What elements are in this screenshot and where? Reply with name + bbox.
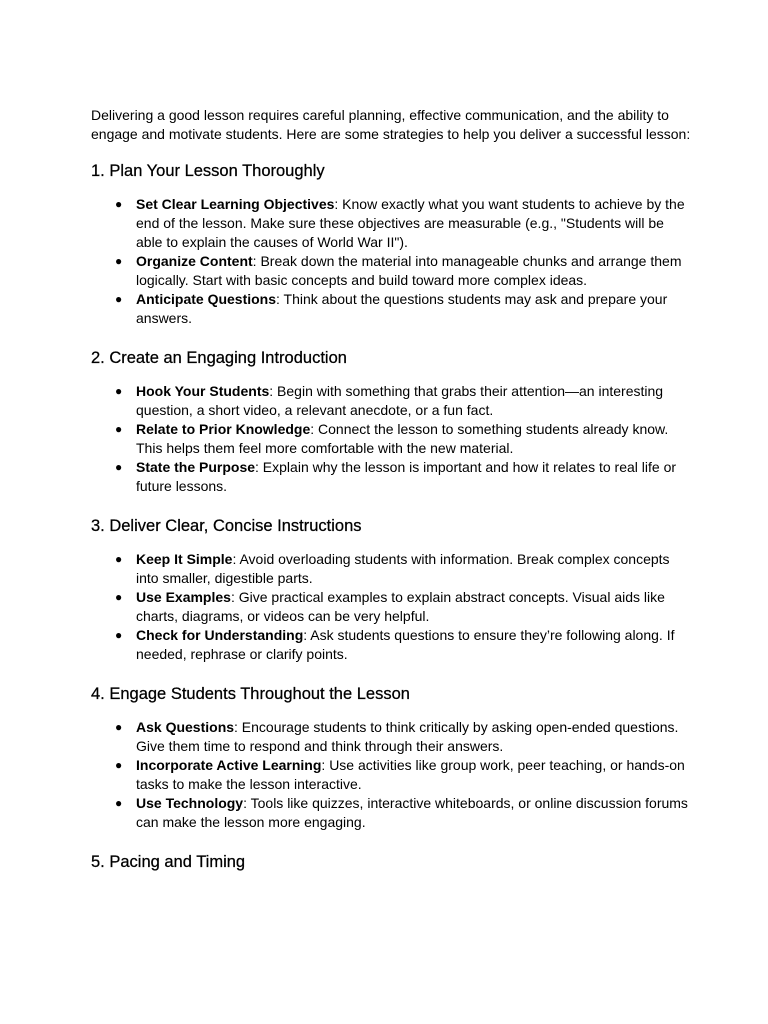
item-term: Use Examples — [136, 589, 231, 605]
intro-paragraph: Delivering a good lesson requires careful planning, effective communication, and the ability to engage and motivate students. Here are some strategies to help you deliver a successful lesson: — [91, 107, 691, 142]
item-text: : Explain why the lesson is important and how it relates to real life or future lessons. — [136, 459, 677, 494]
bullet-icon: ● — [115, 590, 123, 604]
list-item — [91, 290, 691, 328]
item-text: : Give practical examples to explain abstract concepts. Visual aids like charts, diagrams, or videos can be very helpful. — [136, 589, 665, 624]
item-term: Relate to Prior Knowledge — [136, 421, 311, 437]
bullet-icon: ● — [115, 292, 123, 306]
item-text: : Begin with something that grabs their attention—an interesting question, a short video, a relevant anecdote, or a fun fact. — [136, 383, 664, 418]
item-term: Anticipate Questions — [136, 291, 277, 307]
document-page — [91, 106, 691, 873]
list-item — [91, 420, 691, 458]
section-heading-2: 2. Create an Engaging Introduction — [91, 349, 347, 367]
item-text: : Ask students questions to ensure they’re following along. If needed, rephrase or clarify points. — [136, 627, 675, 662]
list-item — [91, 382, 691, 420]
list-item — [91, 458, 691, 496]
item-text: : Connect the lesson to something students already know. This helps them feel more comfortable with the new material. — [136, 421, 669, 456]
bullet-icon: ● — [115, 197, 123, 211]
list-item — [91, 756, 691, 794]
section-heading-5: 5. Pacing and Timing — [91, 853, 246, 871]
item-term: Organize Content — [136, 253, 253, 269]
list-item — [91, 252, 691, 290]
item-text: : Break down the material into manageable chunks and arrange them logically. Start with basic concepts and build toward more complex ideas. — [136, 253, 682, 288]
item-term: Use Technology — [136, 795, 244, 811]
bullet-icon: ● — [115, 796, 123, 810]
item-term: Check for Understanding — [136, 627, 304, 643]
list-item — [91, 794, 691, 832]
bullet-icon: ● — [115, 460, 123, 474]
item-text: : Tools like quizzes, interactive whiteboards, or online discussion forums can make the lesson more engaging. — [136, 795, 688, 830]
item-text: : Think about the questions students may ask and prepare your answers. — [136, 291, 668, 326]
list-item — [91, 550, 691, 588]
item-term: Keep It Simple — [136, 551, 233, 567]
bullet-icon: ● — [115, 422, 123, 436]
bullet-icon: ● — [115, 720, 123, 734]
item-term: Hook Your Students — [136, 383, 270, 399]
item-term: Incorporate Active Learning — [136, 757, 322, 773]
bullet-icon: ● — [115, 552, 123, 566]
bullet-icon: ● — [115, 254, 123, 268]
list-item — [91, 626, 691, 664]
bullet-icon: ● — [115, 628, 123, 642]
list-item — [91, 195, 691, 252]
section-heading-4: 4. Engage Students Throughout the Lesson — [91, 685, 410, 703]
bullet-icon: ● — [115, 758, 123, 772]
bullet-icon: ● — [115, 384, 123, 398]
bullet-list-4 — [91, 718, 691, 832]
item-term: State the Purpose — [136, 459, 256, 475]
item-text: : Avoid overloading students with information. Break complex concepts into smaller, digestible parts. — [136, 551, 670, 586]
list-item — [91, 718, 691, 756]
item-text: : Know exactly what you want students to achieve by the end of the lesson. Make sure these objectives are measurable (e.g., "Students will be able to explain the causes of World War II"). — [136, 196, 685, 250]
list-item — [91, 588, 691, 626]
bullet-list-3 — [91, 550, 691, 664]
item-text: : Use activities like group work, peer teaching, or hands-on tasks to make the lesson interactive. — [136, 757, 685, 792]
section-heading-3: 3. Deliver Clear, Concise Instructions — [91, 517, 362, 535]
bullet-list-2 — [91, 382, 691, 496]
item-term: Ask Questions — [136, 719, 235, 735]
item-text: : Encourage students to think critically by asking open-ended questions. Give them time to respond and think through their answers. — [136, 719, 679, 754]
item-term: Set Clear Learning Objectives — [136, 196, 335, 212]
bullet-list-1 — [91, 195, 691, 328]
section-heading-1: 1. Plan Your Lesson Thoroughly — [91, 162, 325, 180]
